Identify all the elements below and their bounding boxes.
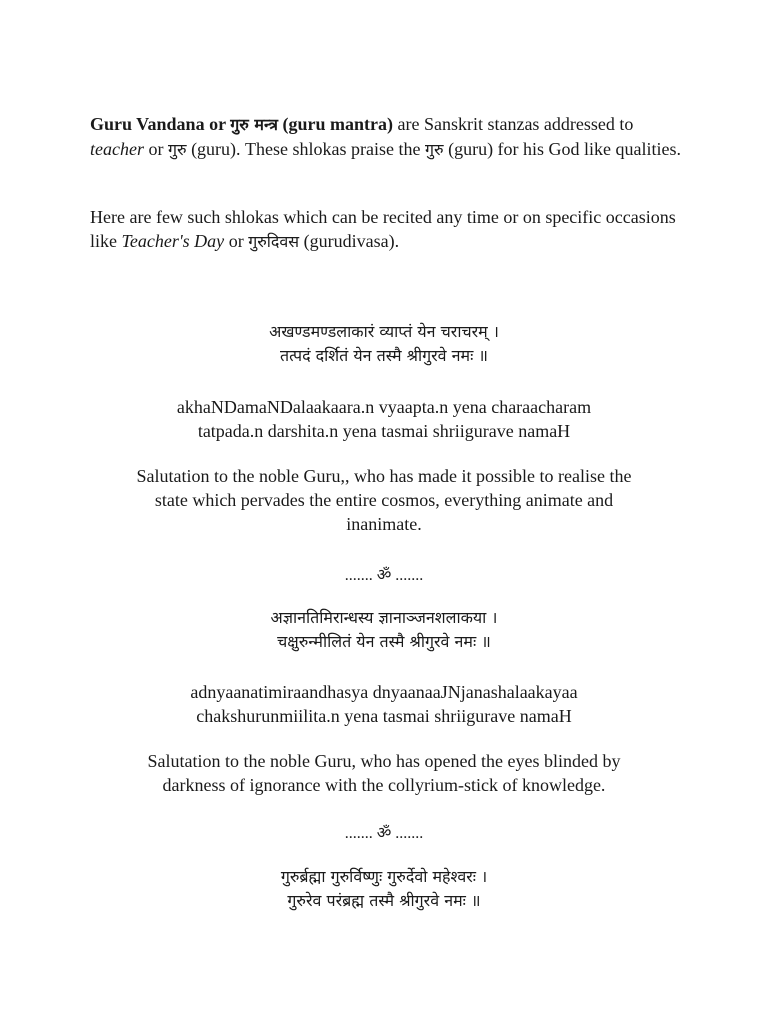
devanagari-line: तत्पदं दर्शितं येन तस्मै श्रीगुरवे नमः ॥	[280, 346, 488, 365]
guru-devanagari: गुरु	[425, 140, 444, 159]
guru-devanagari: गुरु	[167, 140, 187, 159]
intro-text: or	[143, 139, 168, 159]
shloka-2-meaning	[84, 749, 684, 797]
shloka-1-devanagari	[84, 320, 684, 368]
intro-text: (gurudivasa).	[299, 231, 400, 251]
om-separator	[84, 822, 684, 846]
title-text	[90, 114, 393, 134]
transliteration-line: akhaNDamaNDalaakaara.n vyaapta.n yena charaacharam	[176, 397, 592, 417]
devanagari-line: अखण्डमण्डलाकारं व्याप्तं येन चराचरम् ।	[269, 322, 499, 341]
devanagari-line: चक्षुरुन्मीलितं येन तस्मै श्रीगुरवे नमः ॥	[277, 632, 491, 651]
teachers-day-italic: Teacher's Day	[121, 231, 225, 251]
intro-paragraph-1	[90, 112, 690, 162]
title-prefix: Guru Vandana or	[90, 114, 231, 134]
shloka-2-transliteration	[84, 680, 684, 728]
shloka-2-devanagari	[84, 606, 684, 654]
meaning-line: state which pervades the entire cosmos, everything animate and	[154, 490, 614, 510]
teacher-italic: teacher	[90, 139, 144, 159]
separator-text: ....... ॐ .......	[344, 825, 424, 842]
transliteration-line: tatpada.n darshita.n yena tasmai shriigurave namaH	[197, 421, 571, 441]
devanagari-line: गुरुरेव परंब्रह्म तस्मै श्रीगुरवे नमः ॥	[287, 891, 481, 910]
intro-paragraph-2	[90, 205, 690, 254]
meaning-line: Salutation to the noble Guru,, who has made it possible to realise the	[136, 466, 632, 486]
separator-text: ....... ॐ .......	[344, 567, 424, 584]
transliteration-line: chakshurunmiilita.n yena tasmai shriigurave namaH	[196, 706, 572, 726]
transliteration-line: adnyaanatimiraandhasya dnyaanaaJNjanashalaakayaa	[190, 682, 578, 702]
shloka-3-devanagari	[84, 865, 684, 913]
meaning-line: darkness of ignorance with the collyrium-stick of knowledge.	[162, 775, 606, 795]
shloka-1-transliteration	[84, 395, 684, 443]
devanagari-line: गुरुर्ब्रह्मा गुरुर्विष्णुः गुरुर्देवो महेश्वरः ।	[280, 867, 488, 886]
devanagari-line: अज्ञानतिमिरान्धस्य ज्ञानाञ्जनशलाकया ।	[270, 608, 498, 627]
title-suffix: (guru mantra)	[277, 114, 393, 134]
intro-text: or	[224, 231, 249, 251]
intro-text: are Sanskrit stanzas addressed to	[392, 114, 634, 134]
om-separator	[84, 564, 684, 588]
title-devanagari: गुरु मन्त्र	[230, 115, 278, 134]
shloka-1-meaning	[84, 464, 684, 536]
meaning-line: inanimate.	[346, 514, 422, 534]
intro-text: (guru) for his God like qualities.	[443, 139, 682, 159]
meaning-line: Salutation to the noble Guru, who has opened the eyes blinded by	[147, 751, 621, 771]
intro-text: (guru). These shlokas praise the	[186, 139, 425, 159]
gurudivasa-devanagari: गुरुदिवस	[248, 232, 300, 251]
intro-text: Here are few such shlokas which can be recited any time or on specific occasions like	[90, 207, 676, 251]
